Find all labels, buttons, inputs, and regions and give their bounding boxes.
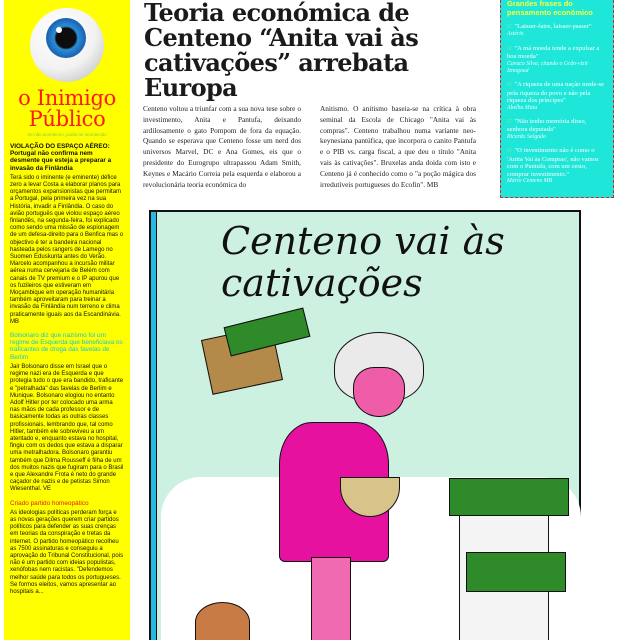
book-cover-panel (149, 210, 581, 640)
quote-item (507, 147, 607, 185)
article-headline[interactable]: Teoria económica de Centeno “Anita vai às cativações” arrebata Europa (144, 0, 419, 102)
quote-text: "Laisser-faire, laisser-passer" (514, 23, 592, 30)
money-pile-icon (449, 478, 569, 516)
cartoon-illustration[interactable] (145, 210, 615, 640)
quote-text: "O investimento não é como o 'Anita Vai às Compras', não vamos com o Pantufa, com um cesto, comprar investimento." (507, 147, 599, 178)
quote-item (507, 118, 607, 141)
side-story-3 (10, 500, 124, 597)
pointing-hand-icon: ☞ (507, 148, 513, 155)
book-spine (151, 212, 157, 640)
side-story-headline[interactable]: VIOLAÇÃO DO ESPAÇO AÉREO: Portugal não confirma nem desmente que esteja a preparar a invasão da Finlândia (10, 143, 112, 172)
logo-line-1: o Inimigo (18, 86, 116, 110)
side-story-1 (10, 143, 124, 326)
pointing-hand-icon: ☞ (507, 82, 513, 89)
quote-item (507, 23, 607, 39)
quote-author: Cavaco Silva, citando o Grão-vizir Iznogoud (507, 60, 589, 75)
quote-author: Mário Centeno MB (507, 177, 553, 184)
quote-author: Abelha Maia (507, 104, 538, 111)
side-story-headline[interactable]: Criado partido homeopático (10, 499, 89, 507)
pointing-hand-icon: ☞ (507, 119, 513, 126)
side-story-body: As ideologias políticas perderam força e as novas gerações querem criar partidos políticos para defender as suas crenças em teorias da conspiração e tretas da internet. O partido homeopático recolheu as 7500 assinaturas e conseguiu a aprovação do Tribunal Constitucional, pois não é um partido com ideias populistas, xenófobas nem racistas. "Defendemos melhor saúde para todos os portugueses. Se formos eleitos, vamos apresentar ao hospitais a... (10, 509, 124, 595)
quote-text: "Não tenho memória disso, senhora deputada" (507, 118, 587, 134)
quote-text: "A má moeda tende a expulsar a boa moeda" (507, 44, 600, 61)
quote-author: Astérix (507, 31, 524, 38)
sidebar (4, 0, 130, 640)
figure-legs (311, 557, 351, 640)
eyeball-logo-icon (30, 8, 104, 82)
iris-icon (46, 18, 86, 58)
quote-author: Ricardo Salgado (507, 133, 546, 140)
side-story-headline[interactable]: Bolsonaro diz que nazismo foi um regime de Esquerda que beneficiava os traficantes de droga das favelas de Berlim (10, 332, 123, 361)
article-column-2: Anitismo. O anitismo baseia-se na crítica à obra seminal da Escola de Chicago "Anita vai às compras". Centeno trabalhou numa variante neo-keynesiana pantúfica, que incorpora o canito Pantufa e o PIB vs. carga fiscal, a que deu o título "Anita vais às cativações". Bruxelas anda doida com isto e Centeno já é conhecido como o "a poção mágica dos irredutíveis portugueses do Ecofin". MB (320, 104, 476, 189)
quote-item (507, 45, 607, 76)
side-story-body: Jair Bolsonaro disse em Israel que o regime nazi era de Esquerda e que protegia tudo o que era bandido, traficante e "petralhada" das favelas de Berlim e Munique. Bolsonaro elogiou no entanto Adolf Hitler por ter colocado uma arma nas mãos de cada professor e de basicamente todas as outras classes profissionais, lembrando que, tal como Hitler, também ele sobreviveu a um atentado e, enquanto estava no hospital, fingiu com os dedos que estava a disparar uma metralhadora. Bolsonaro garantiu também que Dilma Rousseff é filha de um dos muitos nazis que fugiram para o Brasil e que Alexandre Frota é neto do grande caçador de nazis e de petistas Simon Wiesenthal. VE (10, 363, 124, 493)
pointing-hand-icon: ☞ (507, 24, 513, 30)
cartoon-caption: Centeno vai às cativações (221, 219, 505, 305)
quotes-box (500, 0, 614, 198)
article-column-1: Centeno voltou a triunfar com a sua nova tese sobre o investimento, Anita e Pantufa, deixando ardilosamente o gato Pompom de fora da equação. Quando se esperava que Centeno fosse um nerd dos universos Marvel, DC e Ana Gomes, eis que o presidente do Eurogrupo ultrapassou Adam Smith, Keynes e Macário Correia pela esquerda e elaborou a revolucionária teoria económica do (143, 104, 301, 189)
side-story-body: Terá sido o iminente (e eminente) défice zero a levar Costa a elaborar planos para orçamentos expansionistas que permitam a Portugal, pela primeira vez na sua História, invadir a Finlândia. O caso do avião português que violou espaço aéreo finlandês, na segunda-feira, foi explicado como sendo uma missão de espionagem de um defesa-direito para o Benfica mas o objectivo é ter a bandeira nacional hasteada pelos rangers de Lamego no Suomen Eduskunta antes do Verão. Marcelo acompanhou a incursão militar aérea numa cervejaria de Belém com canais de TV premium e o IP apurou que os fuzileiros que estiveram em Moçambique em operação humanitária também aproveitaram para treinar a invasão da Finlândia num terreno e clima praticamente iguais aos da Escandinávia. MB (10, 174, 124, 325)
quotes-box-title: Grandes frases do pensamento económico (507, 0, 593, 17)
quote-item (507, 81, 607, 112)
money-pile-icon (466, 552, 566, 592)
glint (56, 27, 62, 33)
pointing-hand-icon: ☞ (507, 45, 513, 52)
figure-face (353, 367, 405, 417)
tagline: Se não aconteceu, podia ter acontecido (27, 132, 107, 137)
side-story-2 (10, 332, 124, 493)
quote-text: "A riqueza de uma nação mede-se pela riqueza do povo e não pela riqueza dos príncipes" (507, 81, 605, 105)
publication-logo[interactable] (10, 88, 124, 130)
bird-character (195, 602, 250, 640)
logo-line-2: Público (28, 107, 106, 131)
